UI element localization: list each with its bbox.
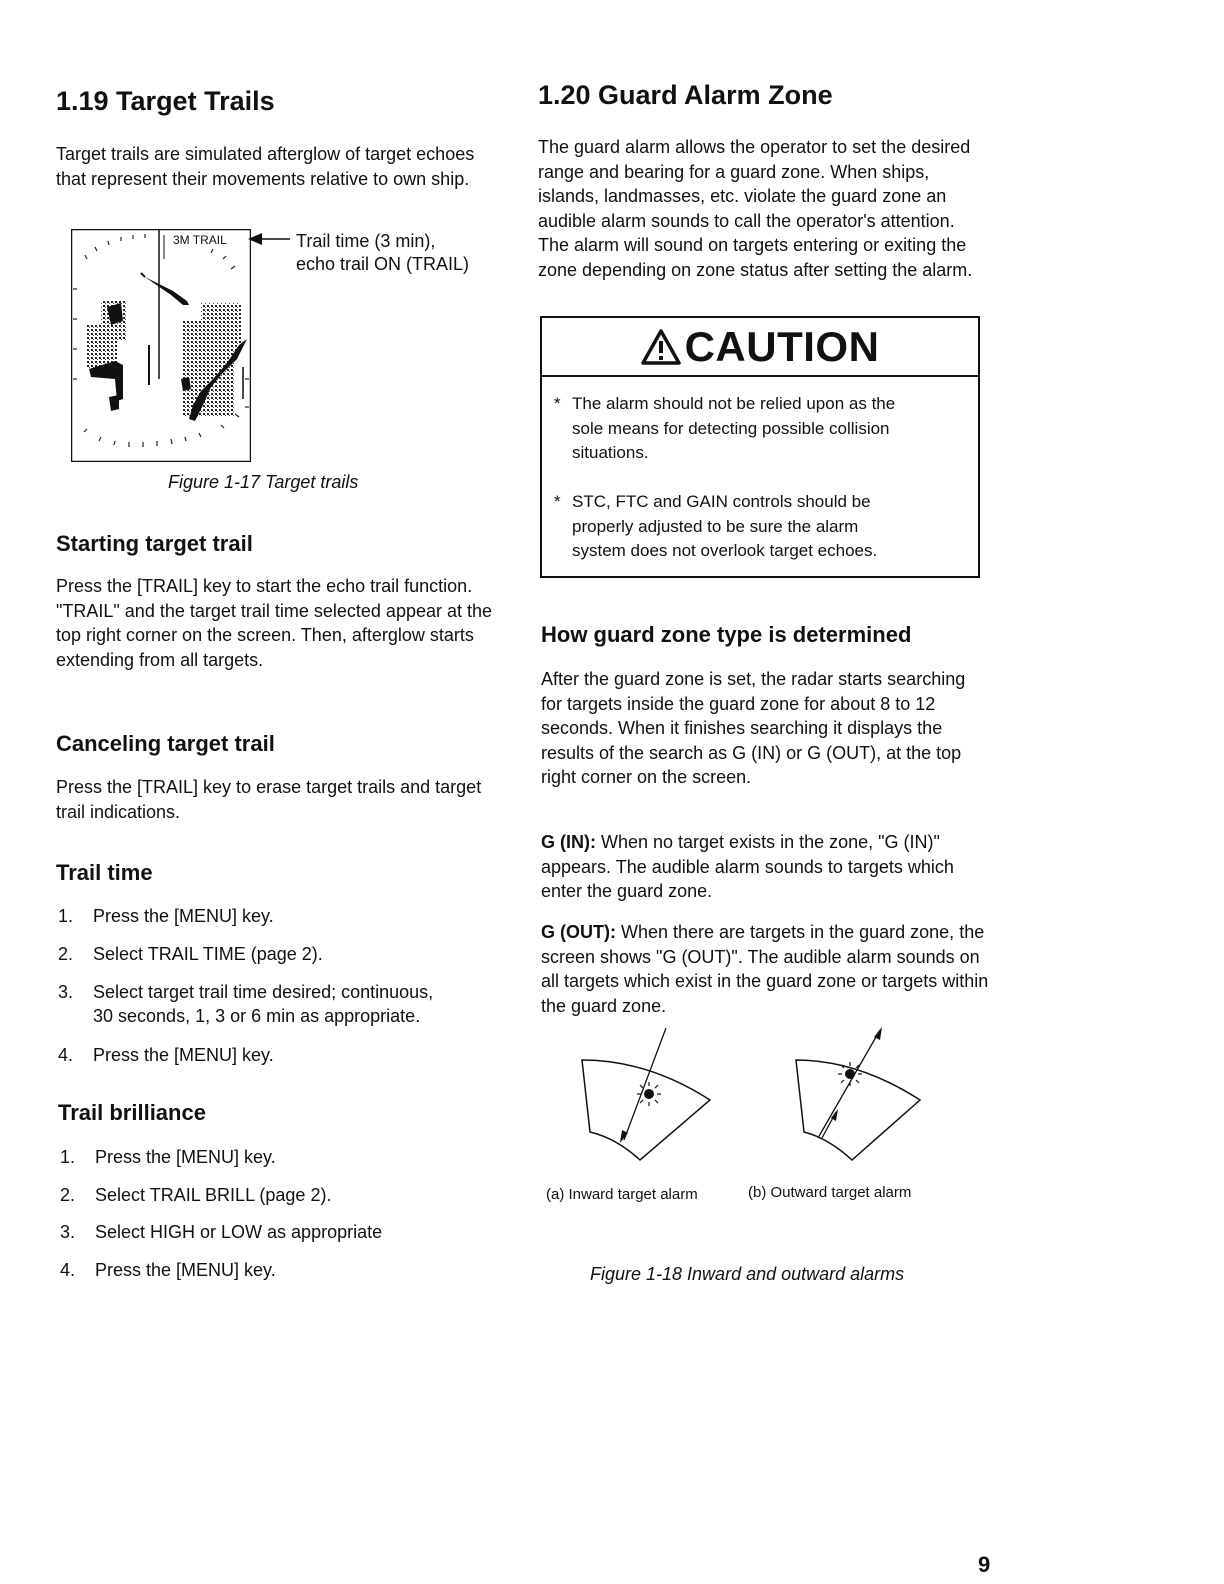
target-trails-figure xyxy=(71,229,251,462)
outward-alarm-diagram xyxy=(796,1027,920,1160)
section-title-guard-alarm-zone: 1.20 Guard Alarm Zone xyxy=(538,80,833,110)
g-in-paragraph: G (IN): When no target exists in the zone, "G (IN)" appears. The audible alarm sounds to targets which enter the guard zone. xyxy=(541,832,954,901)
callout-arrow-icon xyxy=(248,232,290,246)
radar-screen-illustration xyxy=(71,229,251,462)
starting-target-trail-body: Press the [TRAIL] key to start the echo trail function. "TRAIL" and the target trail time selected appear at the top right corner on the screen. Then, afterglow starts extending from all targets. xyxy=(56,576,493,670)
figure-callout xyxy=(296,230,469,276)
warning-triangle-icon xyxy=(641,329,681,365)
canceling-target-trail-body: Press the [TRAIL] key to erase target trails and target trail indications. xyxy=(56,777,482,822)
figure-1-18-caption: Figure 1-18 Inward and outward alarms xyxy=(590,1264,905,1284)
caution-title: CAUTION xyxy=(684,322,880,370)
figure-1-17-caption: Figure 1-17 Target trails xyxy=(168,472,359,492)
section-title-target-trails: 1.19 Target Trails xyxy=(56,86,275,116)
callout-line-1: Trail time (3 min), xyxy=(296,231,436,251)
guard-alarm-intro: The guard alarm allows the operator to set the desired range and bearing for a guard zone. When ships, islands, landmasses, etc. violate the guard zone an audible alarm sounds to call the operator's attention. The alarm will sound on targets entering or exiting the zone depending on zone status after setting the alarm. xyxy=(538,137,973,280)
outward-alarm-label: (b) Outward target alarm xyxy=(748,1184,912,1201)
trail-label: 3M TRAIL xyxy=(173,233,227,247)
callout-line-2: echo trail ON (TRAIL) xyxy=(296,254,470,274)
trail-brilliance-title: Trail brilliance xyxy=(58,1100,206,1125)
inward-alarm-diagram xyxy=(582,1028,710,1160)
g-out-label: G (OUT): xyxy=(541,922,616,942)
target-trails-intro: Target trails are simulated afterglow of target echoes that represent their movements relative to own ship. xyxy=(56,144,475,189)
guard-zone-type-title: How guard zone type is determined xyxy=(541,622,912,647)
page-number: 9 xyxy=(978,1552,991,1577)
g-out-paragraph: G (OUT): When there are targets in the guard zone, the screen shows "G (OUT)". The audible alarm sounds on all targets which exist in the guard zone or targets within the guard zone. xyxy=(541,922,989,1016)
g-in-label: G (IN): xyxy=(541,832,596,852)
caution-box: CAUTION * The alarm should not be relied upon as the sole means for detecting possible collision situations. * STC, FTC and GAIN controls should be properly adjusted to be sure the alarm system does not overlook target echoes. xyxy=(540,316,980,578)
canceling-target-trail-title: Canceling target trail xyxy=(56,731,275,756)
guard-zone-type-body: After the guard zone is set, the radar starts searching for targets inside the guard zone for about 8 to 12 seconds. When it finishes searching it displays the results of the search as G (IN) or G (OUT), at the top right corner on the screen. xyxy=(541,669,966,787)
inward-alarm-label: (a) Inward target alarm xyxy=(546,1186,698,1203)
caution-header xyxy=(542,318,978,377)
trail-time-title: Trail time xyxy=(56,860,153,885)
guard-zone-alarm-diagrams xyxy=(578,1026,928,1166)
starting-target-trail-title: Starting target trail xyxy=(56,531,253,556)
